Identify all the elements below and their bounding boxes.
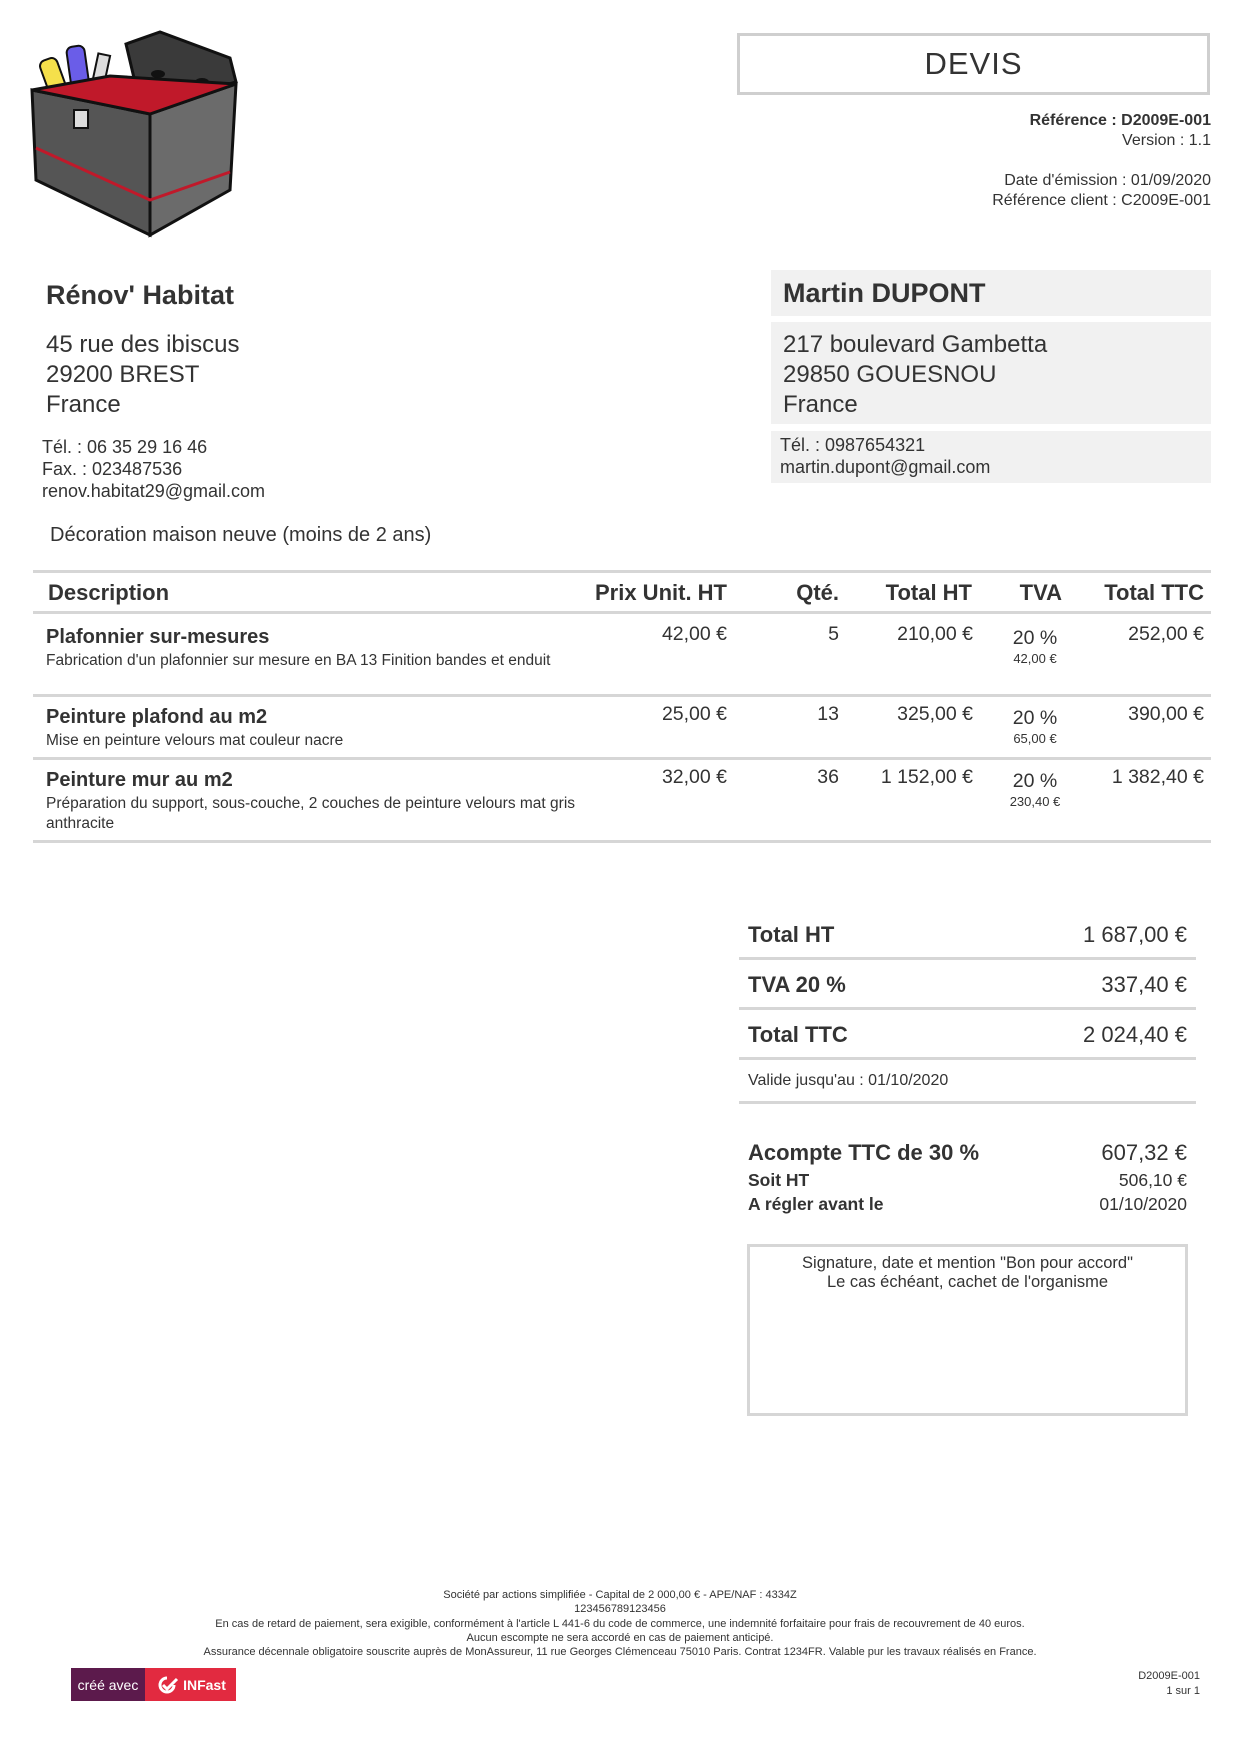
row-total-ttc: 252,00 € <box>1128 623 1204 645</box>
row-vat-rate: 20 % <box>1012 627 1058 649</box>
table-row <box>33 760 1211 843</box>
row-unit-price: 32,00 € <box>661 766 727 788</box>
row-qty: 36 <box>817 766 839 788</box>
total-ht-row <box>739 910 1196 960</box>
issuer-phone: Tél. : 06 35 29 16 46 <box>42 437 208 457</box>
row-vat-amount: 230,40 € <box>1009 794 1061 809</box>
table-row <box>33 614 1211 697</box>
document-title: DEVIS <box>737 33 1210 95</box>
header-qty: Qté. <box>796 580 839 605</box>
row-description: Préparation du support, sous-couche, 2 couches de peinture velours mat gris anthracite <box>46 795 576 832</box>
footer-doc-ref: D2009E-001 <box>1138 1670 1200 1682</box>
deposit-ht-value: 506,10 € <box>1118 1170 1187 1190</box>
project-title: Décoration maison neuve (moins de 2 ans) <box>50 524 432 546</box>
deposit-block <box>748 1140 1187 1218</box>
tva-label: TVA 20 % <box>748 972 846 997</box>
signature-box <box>747 1244 1188 1416</box>
row-title: Peinture plafond au m2 <box>46 706 268 728</box>
row-description: Fabrication d'un plafonnier sur mesure en BA 13 Finition bandes et enduit <box>46 652 551 669</box>
infast-brand-name: INFast <box>183 1676 226 1693</box>
row-vat-rate: 20 % <box>1012 770 1058 792</box>
issue-date: Date d'émission : 01/09/2020 <box>1004 172 1211 189</box>
table-row <box>33 697 1211 760</box>
toolbox-logo <box>30 30 268 266</box>
total-ht-label: Total HT <box>748 922 835 947</box>
client-phone: Tél. : 0987654321 <box>780 435 926 455</box>
header-description: Description <box>48 580 170 605</box>
header-total-ttc: Total TTC <box>1104 580 1204 605</box>
row-description: Mise en peinture velours mat couleur nacre <box>46 732 344 749</box>
footer-line3: En cas de retard de paiement, sera exigible, conformément à l'article L 441-6 du code de commerce, une indemnité forfaitaire pour frais de recouvrement de 40 euros. <box>215 1617 1025 1630</box>
issuer-name: Rénov' Habitat <box>46 280 234 310</box>
footer-line4: Aucun escompte ne sera accordé en cas de paiement anticipé. <box>466 1631 774 1644</box>
tva-value: 337,40 € <box>1101 972 1187 997</box>
issuer-fax: Fax. : 023487536 <box>42 459 183 479</box>
deposit-row <box>748 1140 1187 1170</box>
created-with-label: créé avec <box>71 1668 145 1701</box>
total-ttc-label: Total TTC <box>748 1022 848 1047</box>
total-ht-value: 1 687,00 € <box>1083 922 1187 947</box>
deposit-due-row <box>748 1194 1187 1218</box>
tva-row <box>739 960 1196 1010</box>
page-number: 1 sur 1 <box>1166 1685 1200 1697</box>
valid-until: Valide jusqu'au : 01/10/2020 <box>748 1072 949 1089</box>
signature-line2: Le cas échéant, cachet de l'organisme <box>826 1273 1109 1291</box>
row-vat-amount: 65,00 € <box>1013 731 1057 746</box>
deposit-ht-label: Soit HT <box>748 1170 810 1190</box>
row-total-ttc: 390,00 € <box>1128 703 1204 725</box>
row-qty: 5 <box>828 623 839 645</box>
row-unit-price: 42,00 € <box>661 623 727 645</box>
header-vat: TVA <box>1019 580 1062 605</box>
client-address-line1: 217 boulevard Gambetta <box>783 331 1048 358</box>
issuer-address <box>46 330 239 420</box>
row-title: Peinture mur au m2 <box>46 769 233 791</box>
row-total-ht: 325,00 € <box>897 703 973 725</box>
document-reference: Référence : D2009E-001 <box>1029 112 1211 129</box>
document-version: Version : 1.1 <box>1122 132 1211 149</box>
issuer-contact <box>42 436 265 502</box>
deposit-ht-row <box>748 1170 1187 1194</box>
footer-line2: 123456789123456 <box>574 1603 666 1616</box>
legal-footer <box>100 1588 1140 1659</box>
client-email: martin.dupont@gmail.com <box>780 457 991 477</box>
deposit-due-value: 01/10/2020 <box>1099 1194 1187 1214</box>
valid-until-row <box>739 1060 1196 1104</box>
footer-line1: Société par actions simplifiée - Capital de 2 000,00 € - APE/NAF : 4334Z <box>443 1589 797 1601</box>
client-address-line2: 29850 GOUESNOU <box>783 361 997 388</box>
client-country: France <box>783 391 858 418</box>
row-unit-price: 25,00 € <box>661 703 727 725</box>
issuer-email: renov.habitat29@gmail.com <box>42 481 266 501</box>
deposit-label: Acompte TTC de 30 % <box>748 1140 980 1165</box>
issuer-address-line1: 45 rue des ibiscus <box>46 331 240 358</box>
row-total-ht: 210,00 € <box>897 623 973 645</box>
client-contact <box>771 431 1211 483</box>
row-vat-rate: 20 % <box>1012 707 1058 729</box>
infast-brand <box>145 1668 236 1701</box>
page-info <box>1138 1669 1200 1699</box>
row-title: Plafonnier sur-mesures <box>46 626 270 648</box>
signature-line1: Signature, date et mention "Bon pour accord" <box>802 1254 1133 1272</box>
deposit-due-label: A régler avant le <box>748 1194 884 1214</box>
row-total-ttc: 1 382,40 € <box>1111 766 1204 788</box>
infast-badge[interactable] <box>71 1668 236 1701</box>
total-ttc-value: 2 024,40 € <box>1083 1022 1187 1047</box>
total-ttc-row <box>739 1010 1196 1060</box>
items-table <box>33 570 1211 843</box>
row-qty: 13 <box>817 703 839 725</box>
infast-logo-icon <box>155 1676 179 1694</box>
footer-line5: Assurance décennale obligatoire souscrite auprès de MonAssureur, 11 rue Georges Clémenceau 75010 Paris. Contrat 1234FR. Valable pur les travaux réalisés en France. <box>203 1646 1037 1659</box>
row-total-ht: 1 152,00 € <box>880 766 973 788</box>
totals-block <box>739 910 1196 1104</box>
row-vat-amount: 42,00 € <box>1013 651 1057 666</box>
issuer-address-line2: 29200 BREST <box>46 361 200 388</box>
header-unit-price: Prix Unit. HT <box>594 580 727 605</box>
table-header <box>33 570 1211 614</box>
deposit-value: 607,32 € <box>1101 1140 1187 1165</box>
issuer-country: France <box>46 391 121 418</box>
header-total-ht: Total HT <box>885 580 972 605</box>
client-address <box>771 322 1211 424</box>
client-name: Martin DUPONT <box>771 270 1211 316</box>
client-reference: Référence client : C2009E-001 <box>992 192 1211 209</box>
